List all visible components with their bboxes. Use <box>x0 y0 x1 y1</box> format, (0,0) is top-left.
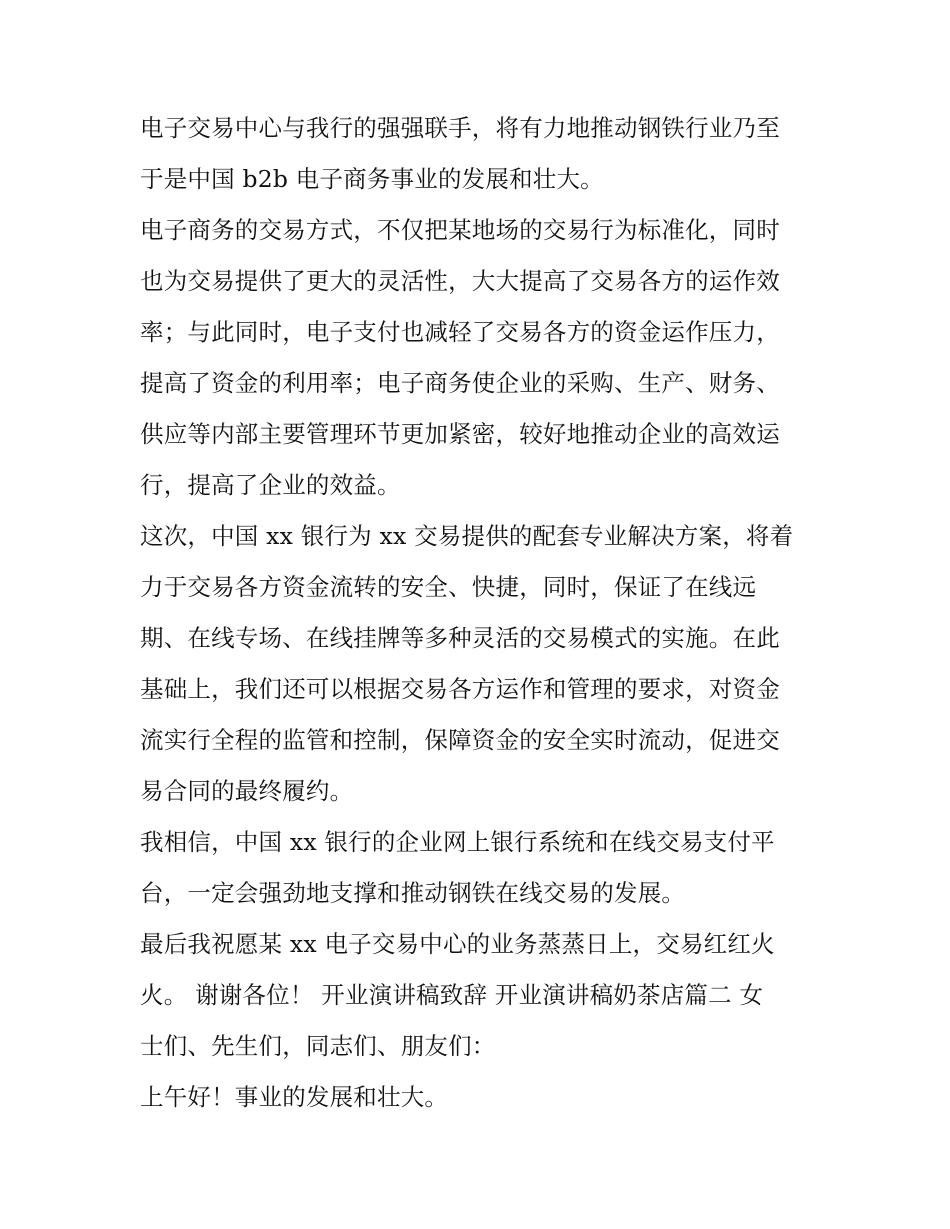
text-line: 期、在线专场、在线挂牌等多种灵活的交易模式的实施。在此 <box>140 624 780 652</box>
paragraph-3 <box>140 511 812 817</box>
text-line: 于是中国 b2b 电子商务事业的发展和壮大。 <box>140 165 604 193</box>
text-line: 上午好！事业的发展和壮大。 <box>140 1083 449 1111</box>
text-line: 台，一定会强劲地支撑和推动钢铁在线交易的发展。 <box>140 879 686 907</box>
text-line: 力于交易各方资金流转的安全、快捷，同时，保证了在线远 <box>140 573 757 601</box>
text-line: 也为交易提供了更大的灵活性，大大提高了交易各方的运作效 <box>140 267 780 295</box>
text-line: 我相信，中国 xx 银行的企业网上银行系统和在线交易支付平 <box>140 828 775 856</box>
text-line: 供应等内部主要管理环节更加紧密，较好地推动企业的高效运 <box>140 420 780 448</box>
paragraph-5 <box>140 919 812 1072</box>
paragraph-1 <box>140 103 812 205</box>
text-line: 基础上，我们还可以根据交易各方运作和管理的要求，对资金 <box>140 675 780 703</box>
text-line: 易合同的最终履约。 <box>140 777 354 805</box>
text-line: 流实行全程的监管和控制，保障资金的安全实时流动，促进交 <box>140 726 780 754</box>
text-line: 行，提高了企业的效益。 <box>140 471 401 499</box>
text-line: 电子商务的交易方式，不仅把某地场的交易行为标准化，同时 <box>140 216 780 244</box>
text-line: 电子交易中心与我行的强强联手，将有力地推动钢铁行业乃至 <box>140 114 780 142</box>
text-line: 这次，中国 xx 银行为 xx 交易提供的配套专业解决方案，将着 <box>140 522 794 550</box>
text-line: 最后我祝愿某 xx 电子交易中心的业务蒸蒸日上，交易红红火 <box>140 930 775 958</box>
paragraph-2 <box>140 205 812 511</box>
document-body <box>140 103 812 1123</box>
text-line: 提高了资金的利用率；电子商务使企业的采购、生产、财务、 <box>140 369 780 397</box>
text-line: 士们、先生们，同志们、朋友们： <box>140 1032 496 1060</box>
text-line: 率；与此同时，电子支付也减轻了交易各方的资金运作压力， <box>140 318 780 346</box>
paragraph-4 <box>140 817 812 919</box>
text-line: 火。 谢谢各位！ 开业演讲稿致辞 开业演讲稿奶茶店篇二 女 <box>140 981 764 1009</box>
paragraph-6 <box>140 1072 812 1123</box>
